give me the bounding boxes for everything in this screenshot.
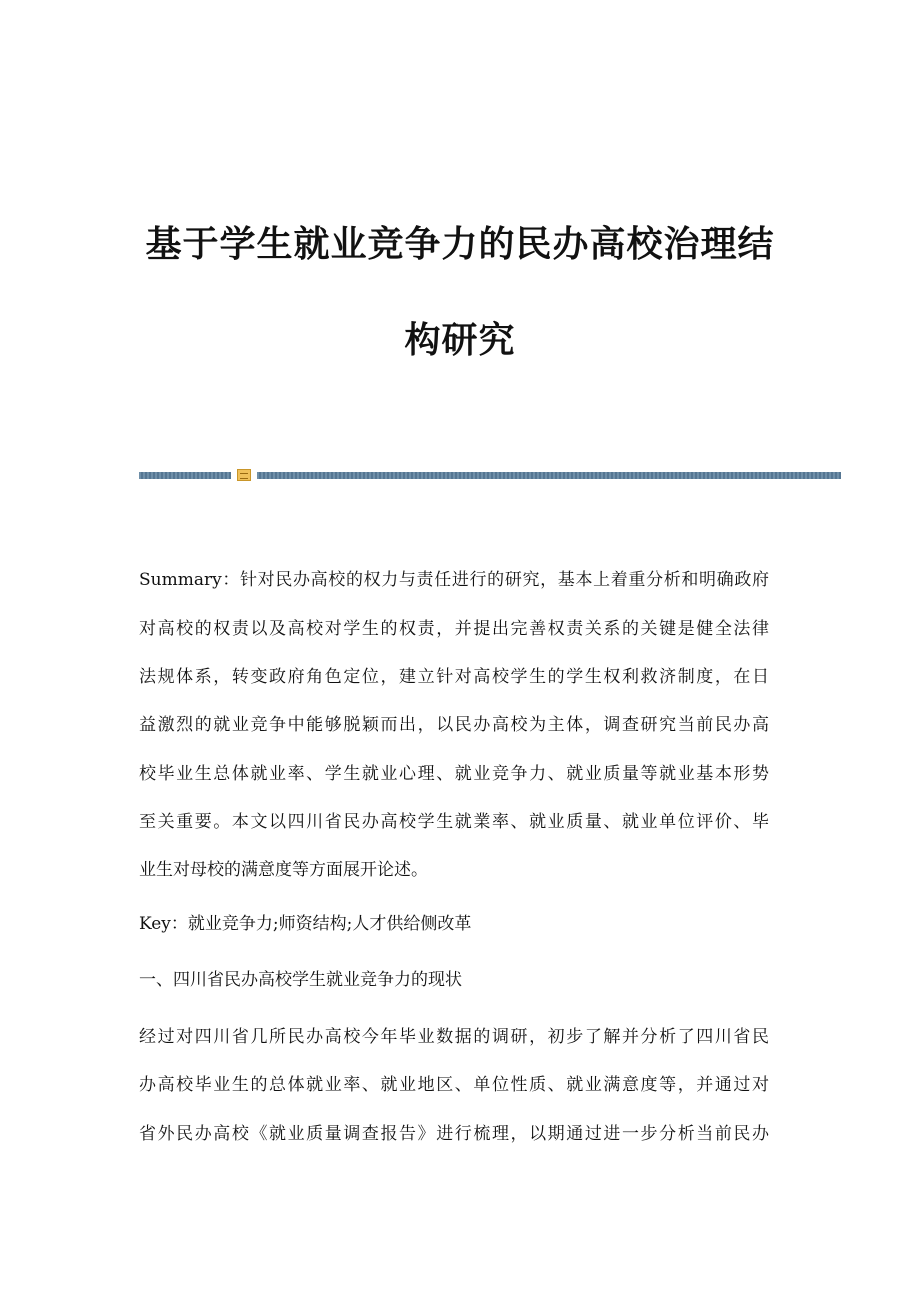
summary-line-5: 校毕业生总体就业率、学生就业心理、就业竞争力、就业质量等就业基本形势 <box>139 764 769 784</box>
document-title-line-1: 基于学生就业竞争力的民办高校治理结 <box>145 224 775 265</box>
summary-line-1: Summary：针对民办高校的权力与责任进行的研究，基本上着重分析和明确政府 <box>139 570 769 590</box>
summary-line-3: 法规体系，转变政府角色定位，建立针对高校学生的学生权利救济制度，在日 <box>139 667 769 687</box>
divider-bar-right <box>257 472 841 479</box>
summary-line-6: 至关重要。本文以四川省民办高校学生就業率、就业质量、就业单位评价、毕 <box>139 812 769 832</box>
divider-bar-left <box>139 472 231 479</box>
divider-ornament-icon <box>237 469 251 481</box>
keywords-line: Key：就业竞争力;师资结构;人才供给侧改革 <box>139 914 472 934</box>
summary-line-2: 对高校的权责以及高校对学生的权责，并提出完善权责关系的关键是健全法律 <box>139 619 769 639</box>
decorative-divider <box>139 469 841 481</box>
document-title-line-2: 构研究 <box>404 320 516 361</box>
body-line-1: 经过对四川省几所民办高校今年毕业数据的调研，初步了解并分析了四川省民 <box>139 1027 769 1047</box>
section-heading: 一、四川省民办高校学生就业竞争力的现状 <box>139 970 462 990</box>
summary-line-4: 益激烈的就业竞争中能够脱颖而出，以民办高校为主体，调查研究当前民办高 <box>139 715 769 735</box>
summary-line-7: 业生对母校的满意度等方面展开论述。 <box>139 860 428 880</box>
body-line-3: 省外民办高校《就业质量调查报告》进行梳理，以期通过进一步分析当前民办 <box>139 1124 769 1144</box>
body-line-2: 办高校毕业生的总体就业率、就业地区、单位性质、就业满意度等，并通过对 <box>139 1075 769 1095</box>
